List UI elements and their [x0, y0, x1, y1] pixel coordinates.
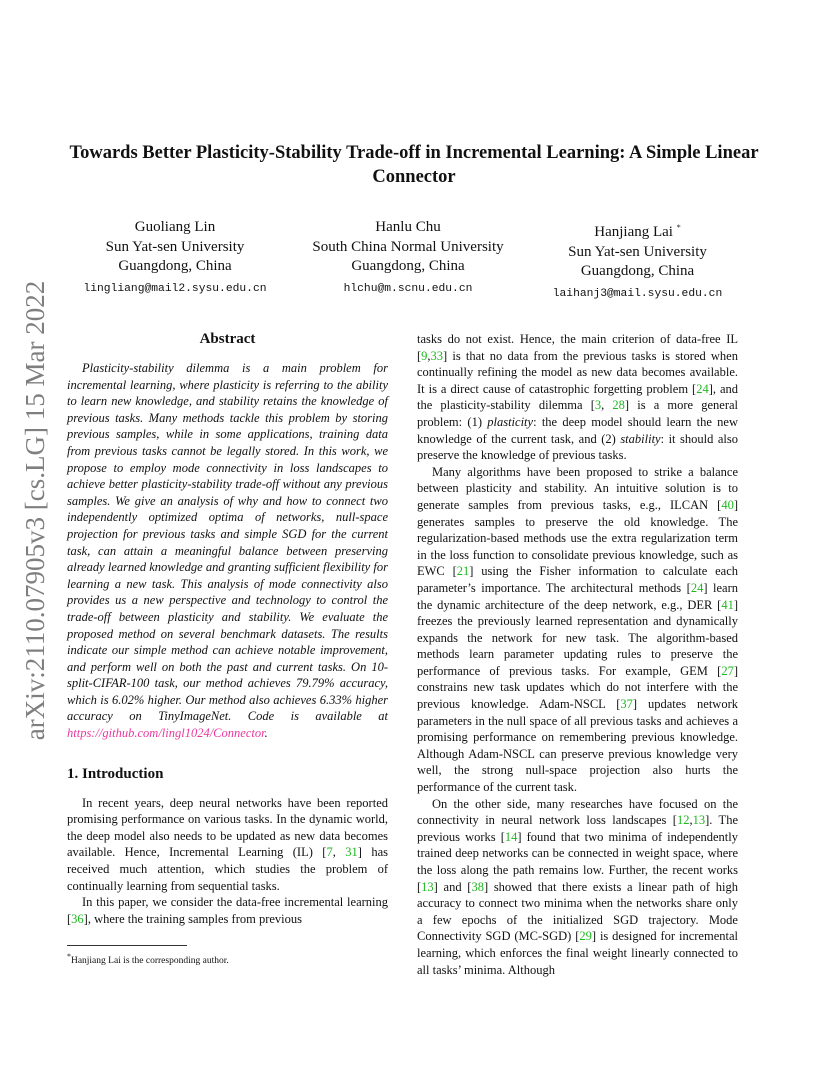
- author-1: [70, 218, 280, 299]
- right-paragraph-2: [417, 464, 738, 796]
- paper-title: Towards Better Plasticity-Stability Trade-off in Incremental Learning: A Simple Linear Connector: [69, 143, 759, 187]
- citation-link[interactable]: 21: [456, 564, 470, 579]
- citation-link[interactable]: 38: [471, 879, 484, 894]
- footnote-text: Hanjiang Lai is the corresponding author.: [70, 956, 229, 967]
- text-run: On the other side, many researches have focused on the connectivity in neural network loss landscapes [: [417, 796, 738, 828]
- text-run: ] constrains new task updates which do not interfere with the previous knowledge. Adam-NSCL [: [417, 663, 738, 712]
- author-email: hlchu@m.scnu.edu.cn: [343, 282, 473, 295]
- text-run: ,: [601, 398, 613, 413]
- text-run: ] updates network parameters in the null space of all previous tasks and achieves a promising performance on remembering previous knowledge. Although Adam-NSCL can preserve previous knowledge very well, the strong null-space projection also hurts the performance of the current task.: [417, 697, 738, 795]
- right-paragraph-1: [417, 331, 738, 464]
- author-name: Hanlu Chu: [375, 219, 441, 235]
- citation-link[interactable]: 36: [71, 911, 84, 926]
- citation-link[interactable]: 24: [696, 381, 709, 396]
- text-run: ] found that two minima of independently trained deep networks can be connected in weight space, where the loss along the path remains low. Further, the recent works [: [417, 829, 738, 894]
- text-run: ] freezes the previously learned representation and dynamically expands the network for new task. The algorithm-based methods learn parameter updating rules to preserve the performance of previous tasks. For example, GEM [: [417, 597, 738, 678]
- author-location: Guangdong, China: [118, 258, 232, 274]
- code-link[interactable]: https://github.com/lingl1024/Connector: [67, 726, 265, 741]
- corresponding-mark: *: [676, 223, 681, 232]
- abstract-body: [67, 360, 388, 742]
- author-location: Guangdong, China: [351, 258, 465, 274]
- text-run: ] is that no data from the previous tasks is stored when continually refining the model as new data becomes available. It is a direct cause of catastrophic forgetting problem [: [417, 348, 738, 396]
- abstract-heading: Abstract: [199, 331, 256, 347]
- citation-link[interactable]: 31: [345, 845, 358, 860]
- author-2: [303, 218, 513, 299]
- intro-paragraph-2: [67, 894, 388, 927]
- author-email: laihanj3@mail.sysu.edu.cn: [552, 287, 723, 300]
- footnote: [67, 945, 388, 966]
- citation-link[interactable]: 40: [721, 497, 734, 512]
- footnote-rule: [67, 945, 187, 946]
- text-run: ] and [: [433, 879, 472, 894]
- text-run: ], and the plasticity-stability dilemma [: [417, 381, 738, 413]
- text-run: ] generates samples to preserve the old knowledge. The regularization-based methods use the extra regularization term in the loss function to consolidate previous knowledge, such as EWC [: [417, 497, 738, 579]
- text-run: : it should also preserve the knowledge of previous tasks.: [417, 431, 738, 463]
- intro-paragraph-1: [67, 795, 388, 895]
- footnote-mark: *: [67, 952, 71, 961]
- citation-link[interactable]: 33: [430, 348, 444, 363]
- text-run: ] learn the dynamic architecture of the deep network, e.g., DER [: [417, 580, 738, 612]
- text-run: In this paper, we consider the data-free incremental learning [: [67, 895, 388, 926]
- text-run: ] has received much attention, which studies the problem of continually learning from sequential tasks.: [67, 845, 389, 893]
- arxiv-id-text: arXiv:2110.07905v3 [cs.LG] 15 Mar 2022: [20, 280, 51, 740]
- author-email: lingliang@mail2.sysu.edu.cn: [83, 282, 267, 295]
- abstract-text: Plasticity-stability dilemma is a main problem for incremental learning, where plasticity is referring to the ability to learn new knowledge, and stability retains the knowledge of previous tasks. Many methods tackle this problem by storing previous samples, while in some applications, training data from previous tasks cannot be legally stored. In this work, we propose to employ mode connectivity in loss landscapes to achieve better plasticity-stability trade-off without any previous samples. We give an analysis of why and how to connect two independently optimized optima of networks, null-space projection for previous tasks and simple SGD for the current task, can attain a meaningful balance between preserving already learned knowledge and granting sufficient flexibility for learning a new task. This analysis of mode connectivity also provides us a new perspective and technology to control the trade-off between plasticity and stability. We evaluate the proposed method on several benchmark datasets. The results indicate our simple method can achieve notable improvement, and perform well on both the past and current tasks. On 10-split-CIFAR-100 task, our method achieves 79.79% accuracy, which is 6.02% higher. Our method also achieves 6.33% higher accuracy on TinyImageNet. Code is available at: [67, 361, 388, 724]
- text-run: ,: [427, 348, 431, 363]
- citation-link[interactable]: 14: [504, 829, 518, 844]
- emphasis: plasticity: [487, 414, 534, 429]
- author-name: Hanjiang Lai: [594, 224, 673, 240]
- section-heading: 1. Introduction: [67, 765, 164, 782]
- author-3: [530, 218, 745, 304]
- right-column: [417, 331, 738, 978]
- abstract-end: .: [264, 726, 268, 741]
- citation-link[interactable]: 28: [612, 398, 625, 413]
- text-run: : the deep model should learn the new knowledge of the current task, and (2): [417, 414, 738, 446]
- citation-link[interactable]: 12: [676, 813, 690, 828]
- citation-link[interactable]: 13: [421, 879, 434, 894]
- text-run: ], where the training samples from previous: [83, 911, 303, 926]
- arxiv-identifier: [13, 280, 59, 740]
- citation-link[interactable]: 9: [421, 348, 428, 363]
- text-run: tasks do not exist. Hence, the main criterion of data-free IL [: [417, 332, 738, 363]
- citation-link[interactable]: 3: [594, 398, 602, 413]
- emphasis: stability: [620, 431, 661, 446]
- citation-link[interactable]: 24: [690, 580, 704, 595]
- citation-link[interactable]: 7: [326, 845, 333, 860]
- text-run: ,: [689, 813, 693, 828]
- text-run: ] is a more general problem: (1): [417, 398, 739, 429]
- citation-link[interactable]: 37: [620, 697, 633, 712]
- left-column: [67, 330, 388, 927]
- author-affiliation: Sun Yat-sen University: [568, 243, 707, 260]
- citation-link[interactable]: 41: [721, 597, 734, 612]
- text-run: In recent years, deep neural networks have been reported promising performance on various tasks. In the dynamic world, the deep model also needs to be updated as new data becomes available. Hence, Incremental Learning (IL) [: [67, 795, 388, 860]
- text-run: ] is designed for incremental learning, which enforces the final weight linearly connected to all tasks’ minima. Although: [417, 929, 738, 977]
- text-run: ] using the Fisher information to calculate each parameter’s importance. The architectural methods [: [417, 564, 738, 595]
- right-paragraph-3: [417, 796, 738, 979]
- author-name: Guoliang Lin: [134, 219, 216, 235]
- citation-link[interactable]: 29: [579, 929, 592, 944]
- text-run: ]. The previous works [: [417, 813, 738, 844]
- citation-link[interactable]: 13: [692, 813, 706, 828]
- text-run: ] showed that there exists a linear path of high accuracy to connect two minima when the networks share only a few epochs of the initialized SGD trajectory. Mode Connectivity SGD (MC-SGD) [: [417, 879, 738, 944]
- author-location: Guangdong, China: [580, 263, 695, 279]
- text-run: ,: [332, 845, 346, 860]
- author-affiliation: Sun Yat-sen University: [105, 238, 245, 255]
- author-affiliation: South China Normal University: [312, 238, 504, 255]
- text-run: Many algorithms have been proposed to strike a balance between plasticity and stability. An intuitive solution is to generate samples from previous tasks, e.g., ILCAN [: [417, 464, 738, 512]
- citation-link[interactable]: 27: [721, 663, 734, 678]
